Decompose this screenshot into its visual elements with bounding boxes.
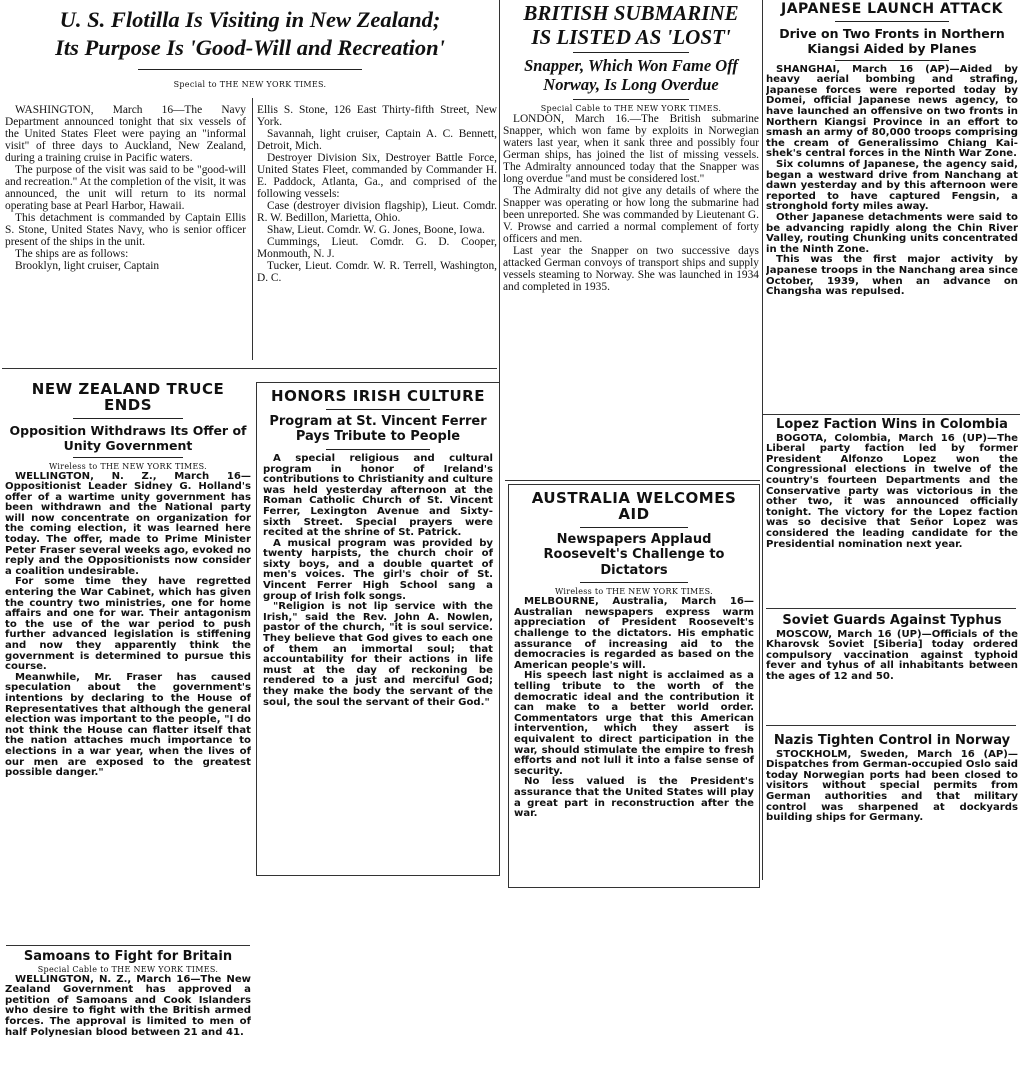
submarine-paragraph: Last year the Snapper on two successive days attacked German convoys of transport ships and supply vessels steaming to Norway. She was launched in 1934 and completed in 1935. — [503, 244, 759, 293]
divider-flotilla — [2, 368, 497, 369]
flotilla-paragraph: Ellis S. Stone, 126 East Thirty-fifth Street, New York. — [257, 105, 497, 128]
samoans-credit: Special Cable to THE NEW YORK TIMES. — [37, 964, 219, 974]
japanese-paragraph: Six columns of Japanese, the agency said, began a westward drive from Nanchang at dawn yesterday and by this afternoon were reported to have captured Fengsin, a stronghold forty miles away. — [766, 159, 1018, 213]
truce-credit: Wireless to THE NEW YORK TIMES. — [48, 461, 208, 471]
article-lopez — [766, 418, 1018, 606]
japanese-headline: JAPANESE LAUNCH ATTACK — [781, 1, 1003, 17]
japanese-paragraph: SHANGHAI, March 16 (AP)—Aided by heavy aerial bombing and strafing, Japanese forces were reported today by Domei, official Japanese news agency, to have launched an offensive on two fronts in Northern Kiangsi Province in an effort to smash an army of 80,000 troops comprising the cream of Generalissimo Chiang Kai-shek's central forces in the Ninth War Zone. — [766, 63, 1018, 160]
irish-rule — [326, 449, 430, 450]
lopez-headline: Lopez Faction Wins in Colombia — [776, 418, 1008, 432]
article-samoans — [5, 950, 251, 1078]
article-truce — [5, 382, 251, 942]
article-flotilla — [2, 2, 498, 364]
irish-paragraph: A special religious and cultural program in honor of Ireland's contributions to Christianity and culture was held yesterday afternoon at the Roman Catholic Church of St. Vincent Ferrer, Lexington Avenue and Sixty-sixth Street. Special prayers were recited at the shrine of St. Patrick. — [263, 452, 493, 539]
typhus-headline: Soviet Guards Against Typhus — [782, 614, 1002, 628]
irish-deck: Program at St. Vincent Ferrer Pays Tribute to People — [269, 413, 487, 445]
submarine-deck: Snapper, Which Won Fame Off Norway, Is Long Overdue — [524, 56, 738, 95]
norway-headline: Nazis Tighten Control in Norway — [773, 734, 1011, 748]
flotilla-paragraph: Destroyer Division Six, Destroyer Battle Force, United States Fleet, commanded by Commander H. E. Paddock, Atlanta, Ga., and comprised of the following vessels: — [257, 151, 497, 200]
flotilla-paragraph: This detachment is commanded by Captain Ellis S. Stone, United States Navy, who is senior officer present of the ships in the unit. — [5, 211, 246, 248]
truce-deck: Opposition Withdraws Its Offer of Unity Government — [9, 422, 247, 453]
australia-deck: Newspapers Applaud Roosevelt's Challenge to Dictators — [543, 531, 725, 578]
japanese-deck: Drive on Two Fronts in Northern Kiangsi Aided by Planes — [779, 25, 1005, 56]
australia-paragraph: His speech last night is acclaimed as a telling tribute to the worth of the democratic ideal and the contribution it can make to a better world order. Commentators urge that this American intervention, which they assert is equivalent to direct participation in the war, should stimulate the empire to fresh efforts and not lull it into a false sense of security. — [514, 670, 754, 777]
australia-rule — [580, 582, 688, 583]
australia-paragraph: MELBOURNE, Australia, March 16—Australian newspapers express warm appreciation of President Roosevelt's challenge to the dictators. His emphatic assurance of increasing aid to the democracies is regarded as based on the American people's will. — [514, 596, 754, 671]
submarine-rule — [573, 52, 688, 53]
norway-paragraph: STOCKHOLM, Sweden, March 16 (AP)—Dispatches from German-occupied Oslo said today Norwegian ports had been closed to visitors without special permits from German authorities and that military control was sharpened at dockyards building ships for Germany. — [766, 748, 1018, 824]
article-irish — [256, 382, 500, 876]
flotilla-paragraph: Tucker, Lieut. Comdr. W. R. Terrell, Washington, D. C. — [257, 259, 497, 284]
flotilla-paragraph: Cummings, Lieut. Comdr. G. D. Cooper, Monmouth, N. J. — [257, 235, 497, 260]
flotilla-paragraph: The ships are as follows: — [15, 247, 129, 260]
article-australia — [508, 484, 760, 888]
australia-credit: Wireless to THE NEW YORK TIMES. — [554, 587, 714, 597]
australia-paragraph: No less valued is the President's assurance that the United States will play a great part in reconstruction after the war. — [514, 776, 754, 820]
submarine-paragraph: LONDON, March 16.—The British submarine Snapper, which won fame by exploits in Norwegian waters last year, when it sank three and possibly four German ships, has joined the list of missing vessels. The Admiralty announced today that the Snapper was long overdue "and must be considered lost." — [503, 113, 759, 185]
samoans-paragraph: WELLINGTON, N. Z., March 16—The New Zealand Government has approved a petition of Samoans and Cook Islanders who desire to fight with the British armed forces. The approval is limited to men of half Polynesian blood between 21 and 41. — [5, 973, 251, 1038]
japanese-paragraph: This was the first major activity by Japanese troops in the Nanchang area since October, 1939, when an advance on Changsha was repulsed. — [766, 254, 1018, 298]
truce-paragraph: For some time they have regretted entering the War Cabinet, which has given the country two ministries, one for home affairs and one for war. Their antagonism to the use of the war period to push further advanced legislation is stiffening and now they apparently think the government is determined to pursue this course. — [5, 576, 251, 673]
truce-rule — [73, 418, 184, 419]
irish-paragraph: A musical program was provided by twenty harpists, the church choir of sixty boys, and a double quartet of men's voices. The girl's choir of St. Vincent Ferrer High School sang a group of Irish folk songs. — [263, 537, 493, 602]
australia-headline: AUSTRALIA WELCOMES AID — [531, 489, 737, 523]
japanese-paragraph: Other Japanese detachments were said to be advancing rapidly along the Chin River Valley, routing Chunking units concentrated in the Ninth Zone. — [766, 212, 1018, 255]
truce-paragraph: WELLINGTON, N. Z., March 16—Oppositionist Leader Sidney G. Holland's offer of a wartime unity government has been withdrawn and the National party will now concentrate on organization for the coming election, it was learned here today. The offer, made to Prime Minister Peter Fraser several weeks ago, evoked no reply and the Oppositionists now consider a coalition undesirable. — [5, 470, 251, 577]
flotilla-paragraph: The purpose of the visit was said to be "good-will and recreation." At the completion of the visit, it was announced, the unit will return to its normal operating base at Pearl Harbor, Hawaii. — [5, 163, 246, 212]
divider-truce — [6, 945, 250, 946]
divider-typhus — [766, 725, 1016, 726]
submarine-headline-1: BRITISH SUBMARINE — [523, 2, 739, 25]
article-norway — [766, 734, 1018, 884]
divider-japanese — [762, 414, 1020, 415]
truce-rule — [73, 457, 184, 458]
submarine-rule — [573, 99, 688, 100]
truce-headline: NEW ZEALAND TRUCE ENDS — [31, 382, 225, 414]
submarine-headline-2: IS LISTED AS 'LOST' — [531, 25, 731, 50]
submarine-credit: Special Cable to THE NEW YORK TIMES. — [540, 104, 722, 114]
flotilla-headline-1: U. S. Flotilla Is Visiting in New Zealand; — [59, 7, 441, 32]
flotilla-paragraph: Brooklyn, light cruiser, Captain — [15, 259, 160, 272]
typhus-paragraph: MOSCOW, March 16 (UP)—Officials of the Kharovsk Soviet [Siberia] today ordered compulsory vaccination against typhoid fever and tyhus of all inhabitants between the ages of 12 and 50. — [766, 628, 1018, 683]
flotilla-rule — [138, 69, 361, 70]
flotilla-paragraph: WASHINGTON, March 16—The Navy Department announced tonight that six vessels of the United States Fleet were paying an "informal visit" of three days to Auckland, New Zealand, during a training cruise in Pacific waters. — [5, 105, 246, 164]
lopez-paragraph: BOGOTA, Colombia, March 16 (UP)—The Liberal party faction led by former President Alfonzo Lopez won the Congressional elections in twelve of the country's fourteen Departments and the Conservative party was victorious in the other two, it was announced officially tonight. The victory for the Lopez faction was so decisive that Señor Lopez was considered the leading candidate for the Presidential nomination next year. — [766, 432, 1018, 550]
submarine-paragraph: The Admiralty did not give any details of where the Snapper was operating or how long the submarine had been unreported. She was commanded by Lieutenant G. V. Prowse and carried a normal complement of forty officers and men. — [503, 184, 759, 245]
column-rule-3 — [762, 0, 763, 880]
flotilla-column-2 — [257, 105, 497, 363]
flotilla-paragraph: Case (destroyer division flagship), Lieut. Comdr. R. W. Bedillon, Marietta, Ohio. — [257, 199, 497, 224]
divider-submarine — [505, 480, 760, 481]
samoans-headline: Samoans to Fight for Britain — [23, 950, 233, 964]
article-submarine — [503, 2, 759, 476]
irish-paragraph: "Religion is not lip service with the Irish," said the Rev. John A. Nowlen, pastor of the church, "it is soul service. They believe that God gives to each one of them an immortal soul; that accountability for their actions in life must at the day of reckoning be rendered to a just and merciful God; they make the body the servant of the soul, the soul the servant of their God." — [263, 601, 493, 708]
truce-paragraph: Meanwhile, Mr. Fraser has caused speculation about the government's intentions by declaring to the House of Representatives that although the general election was important to the people, "I do not think the House can flatter itself that the nation attaches much importance to elections in a war year, when the lives of our men are exposed to the greatest possible danger." — [5, 671, 251, 779]
article-japanese — [766, 0, 1018, 412]
japanese-rule — [835, 21, 948, 22]
irish-headline: HONORS IRISH CULTURE — [271, 387, 485, 405]
flotilla-column-1 — [5, 105, 246, 363]
flotilla-headline-2: Its Purpose Is 'Good-Will and Recreation' — [55, 34, 445, 60]
divider-lopez — [766, 608, 1016, 609]
flotilla-paragraph: Savannah, light cruiser, Captain A. C. Bennett, Detroit, Mich. — [257, 127, 497, 152]
irish-rule — [326, 409, 430, 410]
flotilla-paragraph: Shaw, Lieut. Comdr. W. G. Jones, Boone, Iowa. — [267, 223, 485, 236]
article-typhus — [766, 614, 1018, 724]
flotilla-credit: Special to THE NEW YORK TIMES. — [173, 80, 327, 90]
australia-rule — [580, 527, 688, 528]
japanese-rule — [835, 60, 948, 61]
